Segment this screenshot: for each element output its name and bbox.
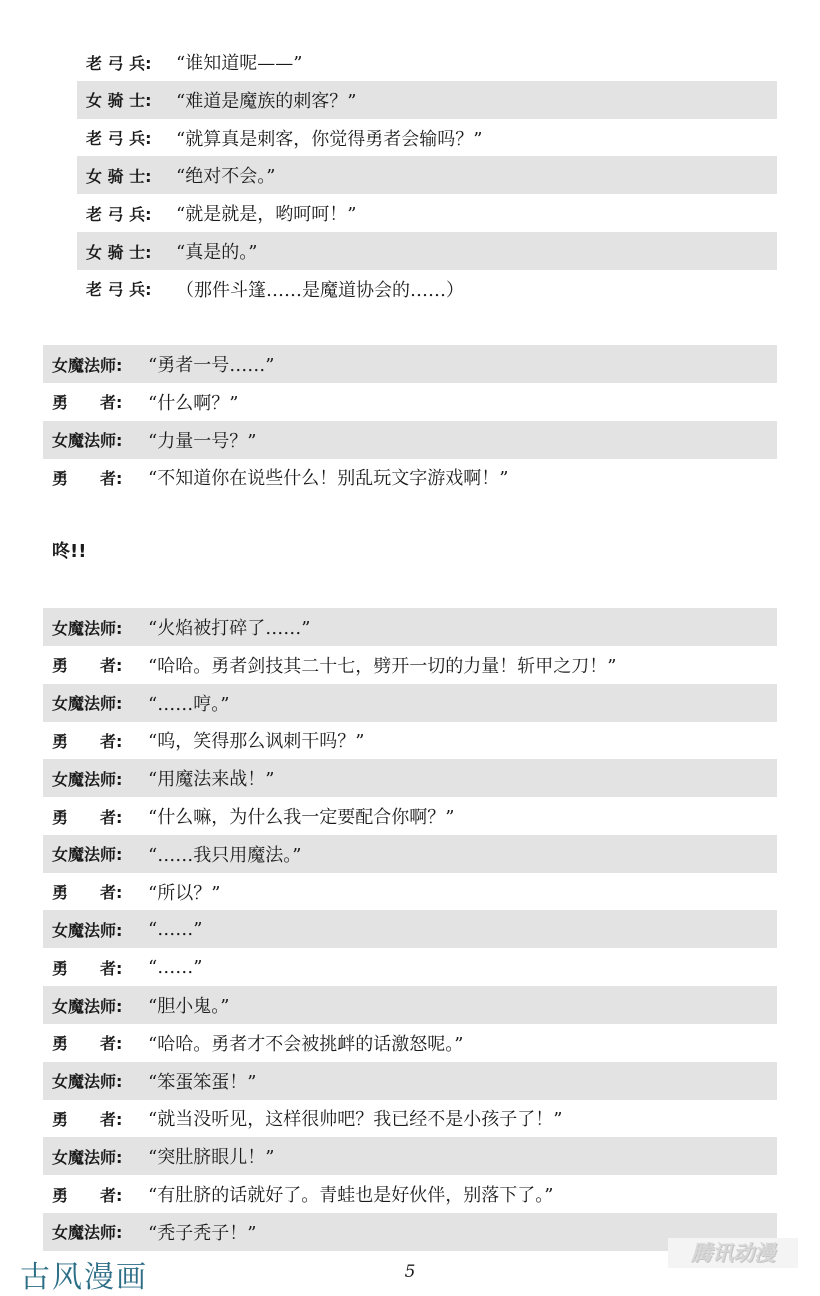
dialogue-row	[77, 194, 777, 232]
speaker-label: 勇 者:	[52, 958, 123, 978]
dialogue-row	[43, 948, 777, 986]
dialogue-line: “什么啊？”	[148, 392, 239, 414]
dialogue-line: “难道是魔族的刺客？”	[176, 90, 357, 112]
dialogue-row	[43, 646, 777, 684]
dialogue-line: “就是就是，哟呵呵！”	[176, 204, 357, 226]
speaker-label: 女魔法师:	[52, 355, 123, 375]
dialogue-line: “哈哈。勇者剑技其二十七，劈开一切的力量！斩甲之刀！”	[148, 655, 617, 677]
dialogue-row	[43, 1062, 777, 1100]
dialogue-row	[43, 1213, 777, 1251]
dialogue-row	[43, 608, 777, 646]
speaker-label: 女魔法师:	[52, 845, 123, 865]
speaker-label: 女魔法师:	[52, 618, 123, 638]
speaker-label: 女魔法师:	[52, 694, 123, 714]
dialogue-row	[77, 156, 777, 194]
speaker-label: 女 骑 士:	[86, 242, 152, 262]
dialogue-row	[43, 986, 777, 1024]
dialogue-row	[77, 81, 777, 119]
watermark-tencent-logo: 腾讯动漫	[668, 1238, 798, 1268]
dialogue-row	[43, 910, 777, 948]
dialogue-line: “用魔法来战！”	[148, 769, 275, 791]
dialogue-row	[43, 345, 777, 383]
dialogue-line: “秃子秃子！”	[148, 1222, 257, 1244]
speaker-label: 女魔法师:	[52, 920, 123, 940]
dialogue-line: （那件斗篷……是魔道协会的……）	[176, 279, 464, 301]
speaker-label: 勇 者:	[52, 807, 123, 827]
dialogue-line: “就算真是刺客，你觉得勇者会输吗？”	[176, 128, 483, 150]
speaker-label: 老 弓 兵:	[86, 53, 152, 73]
dialogue-row	[77, 119, 777, 157]
speaker-label: 女 骑 士:	[86, 166, 152, 186]
dialogue-line: “什么嘛，为什么我一定要配合你啊？”	[148, 807, 455, 828]
dialogue-row	[43, 759, 777, 797]
speaker-label: 勇 者:	[52, 468, 123, 488]
dialogue-line: “真是的。”	[176, 242, 258, 263]
dialogue-line: “不知道你在说些什么！别乱玩文字游戏啊！”	[148, 468, 509, 490]
dialogue-line: “突肚脐眼儿！”	[148, 1147, 275, 1169]
speaker-label: 女魔法师:	[52, 996, 123, 1016]
speaker-label: 老 弓 兵:	[86, 280, 152, 300]
dialogue-row	[77, 232, 777, 270]
speaker-label: 女魔法师:	[52, 431, 123, 451]
dialogue-row	[43, 873, 777, 911]
speaker-label: 勇 者:	[52, 731, 123, 751]
dialogue-line: “胆小鬼。”	[148, 996, 230, 1017]
dialogue-line: “谁知道呢——”	[176, 53, 303, 74]
dialogue-row	[43, 1175, 777, 1213]
speaker-label: 勇 者:	[52, 1034, 123, 1054]
dialogue-line: “……”	[148, 918, 203, 940]
dialogue-line: “……”	[148, 956, 203, 978]
speaker-label: 老 弓 兵:	[86, 204, 152, 224]
dialogue-row	[77, 43, 777, 81]
dialogue-row	[43, 835, 777, 873]
speaker-label: 女 骑 士:	[86, 91, 152, 111]
speaker-label: 女魔法师:	[52, 1147, 123, 1167]
dialogue-line: “火焰被打碎了……”	[148, 618, 311, 639]
dialogue-row	[43, 1099, 777, 1137]
dialogue-line: “勇者一号……”	[148, 355, 275, 376]
speaker-label: 女魔法师:	[52, 1223, 123, 1243]
dialogue-line: “绝对不会。”	[176, 166, 276, 188]
speaker-label: 老 弓 兵:	[86, 129, 152, 149]
dialogue-line: “哈哈。勇者才不会被挑衅的话激怒呢。”	[148, 1033, 464, 1055]
dialogue-row	[43, 1024, 777, 1062]
speaker-label: 勇 者:	[52, 393, 123, 413]
dialogue-row	[43, 458, 777, 496]
dialogue-line: “力量一号？”	[148, 430, 257, 452]
speaker-label: 勇 者:	[52, 656, 123, 676]
speaker-label: 女魔法师:	[52, 769, 123, 789]
dialogue-line: “有肚脐的话就好了。青蛙也是好伙伴，别落下了。”	[148, 1185, 554, 1206]
dialogue-row	[43, 383, 777, 421]
dialogue-line: “……哼。”	[148, 693, 230, 715]
dialogue-row	[77, 270, 777, 308]
watermark-gufeng-logo: 古风漫画	[20, 1260, 148, 1295]
dialogue-row	[43, 684, 777, 722]
dialogue-line: “就当没听见，这样很帅吧？我已经不是小孩子了！”	[148, 1109, 563, 1131]
dialogue-row	[43, 797, 777, 835]
speaker-label: 女魔法师:	[52, 1072, 123, 1092]
dialogue-row	[43, 421, 777, 459]
dialogue-row	[43, 721, 777, 759]
speaker-label: 勇 者:	[52, 1185, 123, 1205]
page-number: 5	[404, 1262, 416, 1282]
dialogue-line: “笨蛋笨蛋！”	[148, 1071, 257, 1093]
dialogue-line: “呜，笑得那么讽刺干吗？”	[148, 731, 365, 753]
sound-effect-text: 咚!!	[52, 541, 87, 562]
dialogue-line: “所以？”	[148, 882, 221, 904]
dialogue-line: “……我只用魔法。”	[148, 844, 302, 866]
speaker-label: 勇 者:	[52, 883, 123, 903]
dialogue-row	[43, 1137, 777, 1175]
speaker-label: 勇 者:	[52, 1109, 123, 1129]
